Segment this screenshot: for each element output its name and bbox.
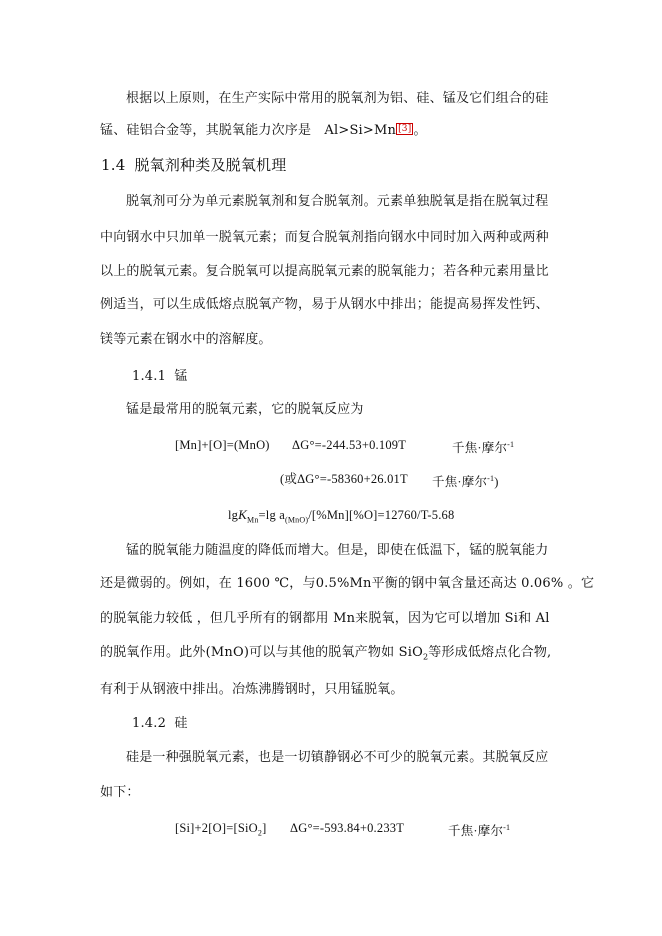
paragraph-line (100, 122, 427, 141)
subsection-number: 1.4.1 (132, 369, 167, 384)
equation-unit (452, 436, 514, 457)
subsection-title: 硅 (174, 716, 188, 731)
equation-unit (448, 819, 510, 840)
paragraph-line: 有利于从钢液中排出。冶炼沸腾钢时，只用锰脱氧。 (100, 682, 404, 697)
unit-exponent: -1 (507, 440, 515, 449)
subsection-title: 锰 (174, 369, 188, 384)
section-title: 脱氧剂种类及脱氧机理 (134, 156, 287, 174)
equation-alt-unit (432, 470, 499, 491)
equation-equilibrium (228, 506, 454, 530)
subsection-heading (132, 368, 188, 386)
citation-link[interactable]: [3] (398, 124, 412, 134)
unit-text: 千焦·摩尔 (432, 475, 488, 490)
paragraph-text: 等形成低熔点化合物, (428, 645, 552, 660)
paragraph-text: 锰、硅铝合金等，其脱氧能力次序是 Al>Si>Mn (100, 123, 397, 138)
reaction-subscript: 2 (257, 828, 263, 838)
equation-reaction (175, 819, 266, 843)
paragraph-line: 还是微弱的。例如，在 1600 ℃，与0.5%Mn平衡的钢中氧含量还高达 0.06% 。它 (100, 576, 595, 591)
equation-reaction: [Mn]+[O]=(MnO) (175, 438, 270, 452)
section-heading (101, 156, 286, 174)
paragraph-line: 例适当，可以生成低熔点脱氧产物，易于从钢水中排出；能提高易挥发性钙、 (100, 297, 549, 312)
equation-gibbs: ΔG°=-244.53+0.109T (292, 438, 407, 452)
subsection-heading (132, 715, 188, 733)
paragraph-line: 脱氧剂可分为单元素脱氧剂和复合脱氧剂。元素单独脱氧是指在脱氧过程 (126, 194, 549, 209)
paragraph-line: 硅是一种强脱氧元素，也是一切镇静钢必不可少的脱氧元素。其脱氧反应 (126, 750, 549, 765)
paragraph-line: 镁等元素在钢水中的溶解度。 (100, 332, 272, 347)
reaction-close: ] (262, 821, 267, 835)
paragraph-line: 根据以上原则，在生产实际中常用的脱氧剂为铝、硅、锰及它们组合的硅 (126, 91, 549, 106)
equation-alt: (或ΔG°=-58360+26.01T (280, 472, 408, 486)
paragraph-line (100, 644, 551, 667)
unit-text: 千焦·摩尔 (448, 824, 504, 839)
eq-rest: /[%Mn][%O]=12760/T-5.68 (308, 508, 455, 522)
eq-k: K (238, 507, 247, 522)
paragraph-text: 的脱氧作用。此外(MnO)可以与其他的脱氧产物如 SiO (100, 645, 423, 660)
eq-mid: =lg a (258, 508, 285, 522)
subsection-number: 1.4.2 (132, 716, 167, 731)
paragraph-line: 以上的脱氧元素。复合脱氧可以提高脱氧元素的脱氧能力；若各种元素用量比 (100, 264, 549, 279)
reaction-text: [Si]+2[O]=[SiO (175, 821, 258, 835)
equation-gibbs: ΔG°=-593.84+0.233T (290, 821, 405, 835)
paragraph-line: 如下： (100, 785, 140, 800)
paragraph-line: 锰是最常用的脱氧元素，它的脱氧反应为 (126, 402, 364, 417)
eq-lg: lg (228, 508, 239, 522)
section-number: 1.4 (101, 156, 126, 174)
unit-text: 千焦·摩尔 (452, 441, 508, 456)
unit-exponent: -1 (487, 474, 495, 483)
paren-close: ) (494, 475, 499, 490)
unit-exponent: -1 (503, 823, 511, 832)
eq-a-sub: (MnO) (284, 515, 309, 525)
paragraph-text: 。 (413, 123, 427, 138)
subscript: 2 (422, 652, 429, 662)
eq-k-sub: Mn (247, 515, 259, 525)
paragraph-line: 的脱氧能力较低 ，但几乎所有的钢都用 Mn来脱氧，因为它可以增加 Si和 Al (100, 611, 550, 626)
paragraph-line: 锰的脱氧能力随温度的降低而增大。但是，即使在低温下，锰的脱氧能力 (126, 543, 549, 558)
paragraph-line: 中向钢水中只加单一脱氧元素；而复合脱氧剂指向钢水中同时加入两种或两种 (100, 230, 549, 245)
